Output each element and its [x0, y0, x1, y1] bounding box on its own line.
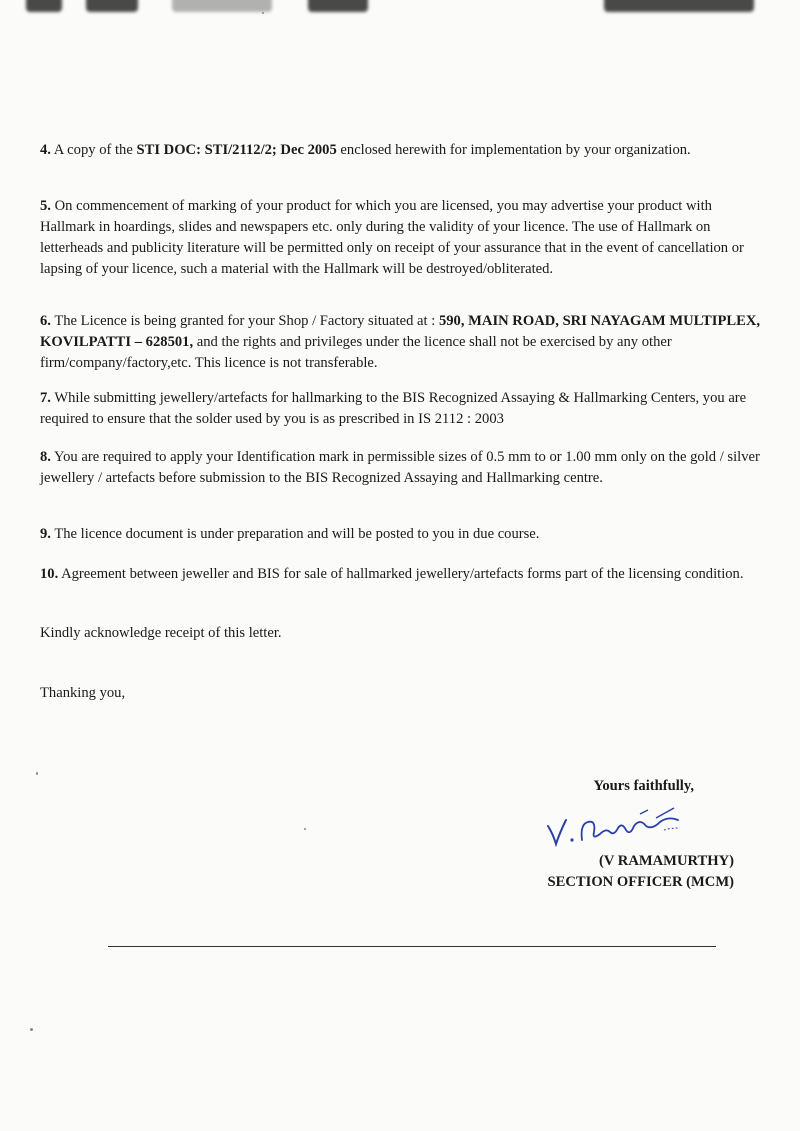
signatory-title: SECTION OFFICER (MCM) — [547, 874, 734, 890]
paragraph-number: 9. — [40, 526, 51, 542]
paragraph-4 — [40, 140, 770, 161]
body-text: While submitting jewellery/artefacts for hallmarking to the BIS Recognized Assaying & Hallmarking Centers, you are required to ensure that the solder used by you is as prescribed in IS 2112 : 2003 — [40, 390, 747, 427]
body-text: The Licence is being granted for your Shop / Factory situated at : — [50, 313, 439, 329]
paragraph-8 — [40, 447, 770, 489]
scan-speck — [36, 772, 38, 775]
scan-speck — [304, 828, 306, 830]
footer-rule — [108, 946, 716, 947]
scan-speck — [30, 1028, 33, 1031]
closing-line: Yours faithfully, — [593, 778, 694, 794]
paragraph-10 — [40, 564, 770, 585]
previous-page-bleed — [0, 0, 800, 22]
thanking-line: Thanking you, — [40, 685, 126, 701]
paragraph-number: 8. — [40, 449, 51, 465]
body-text: On commencement of marking of your product for which you are licensed, you may advertise your product with Hallmark in hoardings, slides and newspapers etc. only during the validity of your licence. The use of Hallmark on letterheads and publicity literature will be permitted only on receipt of your assurance that in the event of cancellation or lapsing of your licence, such a material with the Hallmark will be destroyed/obliterated. — [40, 198, 744, 277]
scan-speck — [262, 12, 264, 14]
paragraph-7 — [40, 388, 770, 430]
bold-text: STI DOC: STI/2112/2; Dec 2005 — [136, 142, 337, 158]
acknowledge-line: Kindly acknowledge receipt of this letter. — [40, 625, 282, 641]
paragraph-9 — [40, 524, 770, 545]
body-text: enclosed herewith for implementation by your organization. — [336, 142, 691, 158]
signature-image — [544, 800, 694, 852]
paragraph-number: 10. — [40, 566, 59, 582]
bold-text: 590, MAIN ROAD, SRI NAYAGAM MULTIPLEX, KOVILPATTI – 628501, — [40, 313, 761, 350]
body-text: Agreement between jeweller and BIS for sale of hallmarked jewellery/artefacts forms part of the licensing condition. — [58, 566, 744, 582]
signatory-name: (V RAMAMURTHY) — [599, 853, 734, 869]
paragraph-number: 6. — [40, 313, 51, 329]
paragraph-number: 5. — [40, 198, 51, 214]
paragraph-number: 4. — [40, 142, 51, 158]
paragraph-5 — [40, 196, 770, 280]
body-text: The licence document is under preparation and will be posted to you in due course. — [50, 526, 540, 542]
body-text: You are required to apply your Identification mark in permissible sizes of 0.5 mm to or 1.00 mm only on the gold / silver jewellery / artefacts before submission to the BIS Recognized Assaying and Hallmarking centre. — [40, 449, 760, 486]
paragraph-6 — [40, 311, 770, 374]
paragraph-number: 7. — [40, 390, 51, 406]
body-text: A copy of the — [50, 142, 137, 158]
body-text: and the rights and privileges under the licence shall not be exercised by any other firm/company/factory,etc. This licence is not transferable. — [40, 334, 672, 371]
